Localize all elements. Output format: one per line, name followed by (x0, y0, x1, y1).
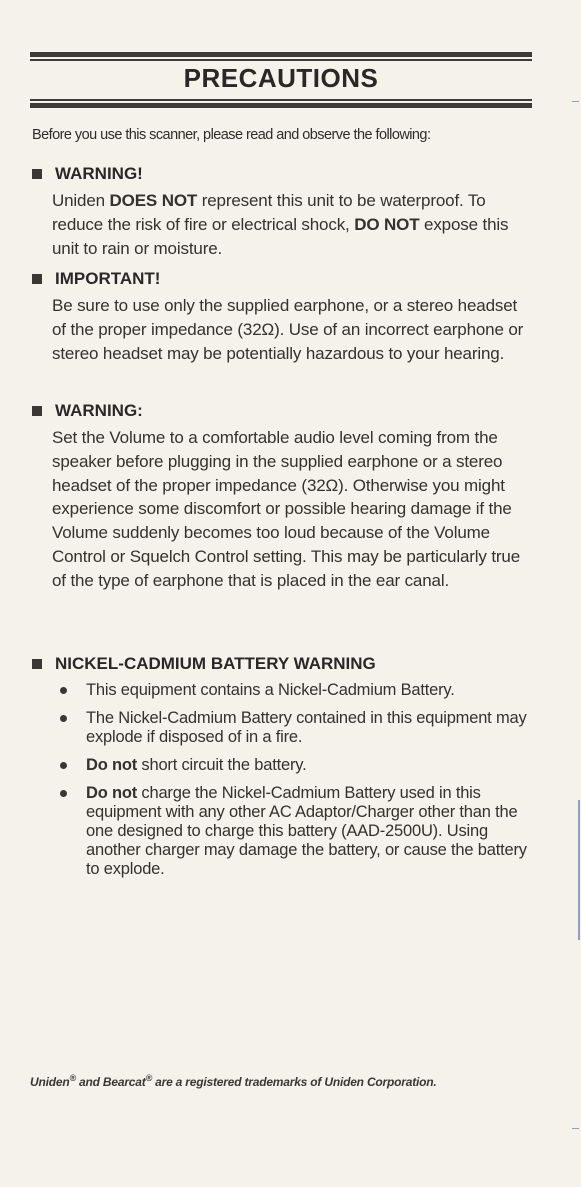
page-edge-tick (572, 101, 579, 102)
page-edge-tick (572, 1128, 579, 1129)
square-bullet-icon (32, 169, 42, 179)
section-heading-text: WARNING! (55, 164, 143, 183)
list-item: The Nickel-Cadmium Battery contained in this equipment may explode if disposed of in a fire. (60, 709, 530, 747)
section-important-earphone (30, 268, 530, 365)
section-body: Set the Volume to a comfortable audio level coming from the speaker before plugging in the supplied earphone or a stereo headset of the proper impedance (32Ω). Otherwise you might experience some discomfort or possible hearing damage if the Volume suddenly becomes too loud because of the Volume Control or Squelch Control setting. This may be particularly true of the type of earphone that is placed in the ear canal. (52, 428, 521, 590)
section-warning-volume (30, 400, 530, 593)
section-heading-text: WARNING: (55, 401, 143, 420)
round-bullet-icon (60, 687, 67, 694)
section-heading-text: NICKEL-CADMIUM BATTERY WARNING (55, 654, 376, 673)
section-nicad-warning (30, 653, 530, 888)
square-bullet-icon (32, 659, 42, 669)
square-bullet-icon (32, 406, 42, 416)
square-bullet-icon (32, 274, 42, 284)
intro-text: Before you use this scanner, please read and observe the following: (32, 127, 431, 143)
round-bullet-icon (60, 790, 67, 797)
section-heading-text: IMPORTANT! (55, 269, 161, 288)
section-heading (30, 400, 530, 422)
top-rule-thin (30, 59, 532, 61)
bottom-rule-thin (30, 99, 532, 101)
section-heading (30, 163, 530, 185)
section-heading (30, 268, 530, 290)
trademark-footer: Uniden® and Bearcat® are a registered trademarks of Uniden Corporation. (30, 1073, 437, 1089)
round-bullet-icon (60, 762, 67, 769)
bullet-list (60, 681, 530, 879)
list-item: Do not charge the Nickel-Cadmium Battery used in this equipment with any other AC Adaptor/Charger other than the one designed to charge this battery (AAD-2500U). Using another charger may damage the battery, or cause the battery to explode. (60, 784, 530, 879)
bottom-rule-thick (30, 103, 532, 108)
page-edge-mark (578, 800, 580, 940)
list-item: Do not short circuit the battery. (60, 756, 530, 775)
section-body: Uniden DOES NOT represent this unit to be waterproof. To reduce the risk of fire or electrical shock, DO NOT expose this unit to rain or moisture. (52, 191, 509, 258)
top-rule-thick (30, 52, 532, 57)
section-body: Be sure to use only the supplied earphone, or a stereo headset of the proper impedance (32Ω). Use of an incorrect earphone or stereo headset may be potentially hazardous to your hearing. (52, 296, 524, 363)
section-heading (30, 653, 530, 675)
section-warning-waterproof (30, 163, 530, 260)
page-title: PRECAUTIONS (183, 63, 379, 93)
list-item: This equipment contains a Nickel-Cadmium Battery. (60, 681, 530, 700)
round-bullet-icon (60, 715, 67, 722)
